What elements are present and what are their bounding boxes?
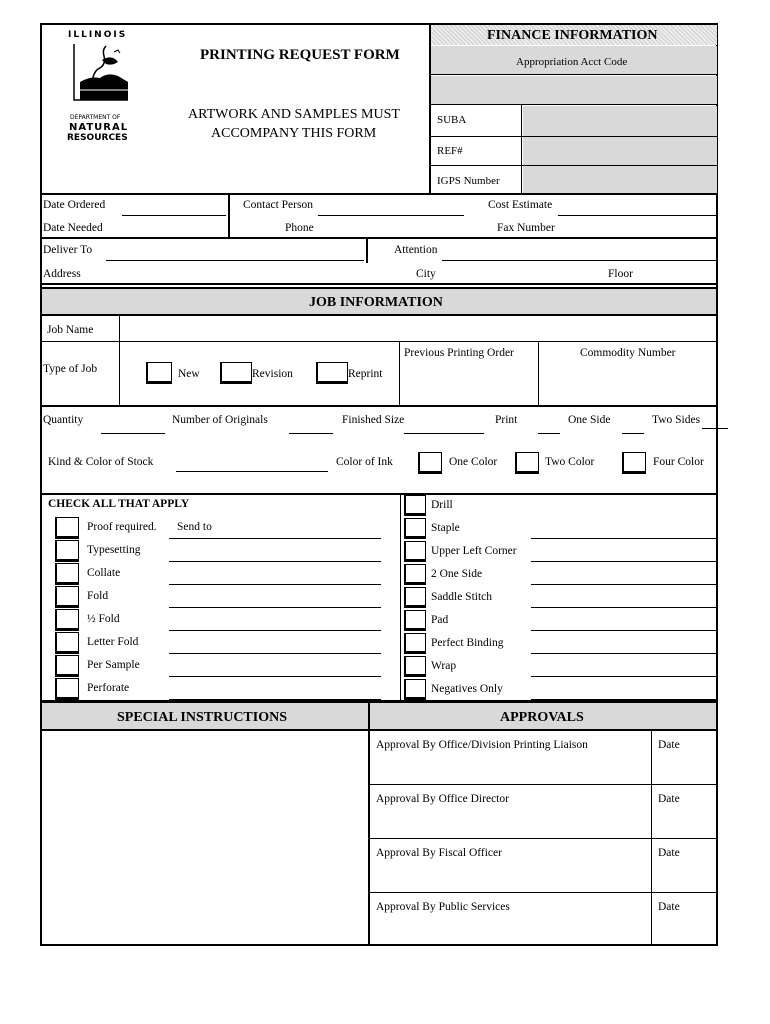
two-color-checkbox[interactable] bbox=[515, 452, 539, 474]
ref-label: REF# bbox=[437, 145, 463, 157]
left-check-label: ½ Fold bbox=[87, 613, 120, 625]
address-label: Address bbox=[43, 268, 81, 280]
logo-natural-text: NATURAL bbox=[69, 122, 129, 133]
left-check-field[interactable] bbox=[169, 584, 381, 585]
right-checkbox-1[interactable] bbox=[404, 518, 426, 539]
left-checkbox-2[interactable] bbox=[55, 563, 79, 585]
type-of-job-label: Type of Job bbox=[43, 363, 98, 375]
finance-line-4 bbox=[431, 165, 717, 166]
approval-fiscal-label: Approval By Fiscal Officer bbox=[376, 847, 502, 859]
revision-label: Revision bbox=[252, 368, 293, 380]
right-checkbox-2[interactable] bbox=[404, 541, 426, 562]
job-name-field[interactable] bbox=[121, 316, 716, 341]
job-heading-top bbox=[40, 287, 718, 289]
igps-field[interactable] bbox=[523, 166, 717, 193]
job-heading: JOB INFORMATION bbox=[309, 295, 443, 310]
dnr-logo bbox=[62, 30, 142, 148]
logo-landscape-icon bbox=[68, 42, 134, 104]
approval-line-1 bbox=[368, 784, 718, 785]
artwork-notice-line1: ARTWORK AND SAMPLES MUST bbox=[188, 107, 400, 122]
date-needed-label: Date Needed bbox=[43, 222, 103, 234]
floor-field[interactable] bbox=[636, 283, 716, 284]
finance-line-3 bbox=[431, 136, 717, 137]
four-color-checkbox[interactable] bbox=[622, 452, 646, 474]
left-check-field[interactable] bbox=[169, 630, 381, 631]
right-check-label: Staple bbox=[431, 522, 460, 534]
phone-label: Phone bbox=[285, 222, 314, 234]
one-color-label: One Color bbox=[449, 456, 498, 468]
check-all-heading: CHECK ALL THAT APPLY bbox=[48, 498, 190, 510]
right-checkbox-5[interactable] bbox=[404, 610, 426, 631]
attention-field[interactable] bbox=[442, 260, 716, 261]
left-check-field[interactable] bbox=[169, 538, 381, 539]
approval-date-divider bbox=[651, 731, 652, 944]
new-checkbox[interactable] bbox=[146, 362, 172, 384]
job-name-line bbox=[40, 341, 718, 342]
one-side-label: One Side bbox=[568, 414, 611, 426]
four-color-label: Four Color bbox=[653, 456, 704, 468]
finished-size-label: Finished Size bbox=[342, 414, 405, 426]
right-checkbox-7[interactable] bbox=[404, 656, 426, 677]
type-row-line bbox=[40, 405, 718, 407]
right-check-label: Negatives Only bbox=[431, 683, 503, 695]
finance-line-1 bbox=[431, 74, 717, 75]
right-checkbox-6[interactable] bbox=[404, 633, 426, 654]
left-check-label: Perforate bbox=[87, 682, 130, 694]
logo-top-text: ILLINOIS bbox=[68, 30, 128, 40]
reprint-label: Reprint bbox=[348, 368, 383, 380]
quantity-label: Quantity bbox=[43, 414, 84, 426]
right-check-label: Upper Left Corner bbox=[431, 545, 517, 557]
city-label: City bbox=[416, 268, 436, 280]
igps-label: IGPS Number bbox=[437, 175, 500, 187]
left-check-label: Collate bbox=[87, 567, 121, 579]
right-checkbox-8[interactable] bbox=[404, 679, 426, 700]
right-check-label: Saddle Stitch bbox=[431, 591, 493, 603]
approval-director-date-label: Date bbox=[658, 793, 680, 805]
logo-dept-text: DEPARTMENT OF bbox=[70, 114, 121, 121]
attention-label: Attention bbox=[394, 244, 438, 256]
approval-public-services-date-label: Date bbox=[658, 901, 680, 913]
left-check-label: Letter Fold bbox=[87, 636, 139, 648]
job-col-divider bbox=[119, 315, 120, 405]
left-checkbox-1[interactable] bbox=[55, 540, 79, 562]
left-check-label: Proof required. bbox=[87, 521, 157, 533]
two-sides-label: Two Sides bbox=[652, 414, 701, 426]
left-checkbox-5[interactable] bbox=[55, 632, 79, 654]
floor-label: Floor bbox=[608, 268, 633, 280]
left-check-label: Typesetting bbox=[87, 544, 141, 556]
fax-number-label: Fax Number bbox=[497, 222, 555, 234]
right-check-field[interactable] bbox=[531, 561, 717, 562]
commodity-number-label: Commodity Number bbox=[580, 347, 676, 359]
number-of-originals-label: Number of Originals bbox=[172, 414, 268, 426]
logo-resources-text: RESOURCES bbox=[67, 133, 128, 143]
checklist-divider bbox=[400, 493, 401, 701]
special-approvals-divider bbox=[368, 701, 370, 946]
right-check-field[interactable] bbox=[531, 607, 717, 608]
right-check-field[interactable] bbox=[531, 630, 717, 631]
right-check-label: Wrap bbox=[431, 660, 457, 672]
kind-color-stock-label: Kind & Color of Stock bbox=[48, 456, 154, 468]
suba-field[interactable] bbox=[523, 106, 717, 136]
approval-liaison-date-label: Date bbox=[658, 739, 680, 751]
appropriation-label: Appropriation Acct Code bbox=[516, 56, 628, 68]
right-checkbox-0[interactable] bbox=[404, 495, 426, 516]
deliver-to-label: Deliver To bbox=[43, 244, 93, 256]
right-check-label: 2 One Side bbox=[431, 568, 483, 580]
two-color-label: Two Color bbox=[545, 456, 595, 468]
left-check-label: Per Sample bbox=[87, 659, 140, 671]
right-check-label: Pad bbox=[431, 614, 449, 626]
approval-line-2 bbox=[368, 838, 718, 839]
artwork-notice-line2: ACCOMPANY THIS FORM bbox=[211, 126, 377, 141]
right-check-field[interactable] bbox=[531, 538, 717, 539]
left-check-field[interactable] bbox=[169, 676, 381, 677]
left-checkbox-0[interactable] bbox=[55, 517, 79, 539]
left-checkbox-3[interactable] bbox=[55, 586, 79, 608]
left-check-field[interactable] bbox=[169, 607, 381, 608]
one-color-checkbox[interactable] bbox=[418, 452, 442, 474]
right-check-label: Perfect Binding bbox=[431, 637, 504, 649]
prev-order-divider bbox=[399, 342, 400, 405]
quantity-field[interactable] bbox=[101, 433, 165, 434]
approval-public-services-label: Approval By Public Services bbox=[376, 901, 510, 913]
left-check-field[interactable] bbox=[169, 699, 381, 700]
special-instructions-field[interactable] bbox=[42, 731, 366, 944]
order-box bbox=[40, 193, 718, 239]
deliver-to-field[interactable] bbox=[106, 260, 364, 261]
print-label: Print bbox=[495, 414, 518, 426]
order-divider bbox=[228, 193, 230, 239]
finance-line-2 bbox=[431, 104, 717, 105]
kind-color-stock-field[interactable] bbox=[176, 471, 328, 472]
right-checkbox-3[interactable] bbox=[404, 564, 426, 585]
special-instructions-heading: SPECIAL INSTRUCTIONS bbox=[117, 710, 287, 725]
right-check-field[interactable] bbox=[531, 584, 717, 585]
color-of-ink-label: Color of Ink bbox=[336, 456, 393, 468]
finance-heading: FINANCE INFORMATION bbox=[487, 28, 658, 43]
delivery-divider bbox=[366, 239, 368, 263]
two-sides-checkbox-line[interactable] bbox=[622, 433, 644, 434]
appropriation-code-field[interactable] bbox=[431, 76, 717, 104]
form-title: PRINTING REQUEST FORM bbox=[200, 47, 400, 63]
date-ordered-field[interactable] bbox=[122, 215, 226, 216]
revision-checkbox[interactable] bbox=[220, 362, 252, 384]
approval-fiscal-date-label: Date bbox=[658, 847, 680, 859]
right-checkbox-4[interactable] bbox=[404, 587, 426, 608]
left-checkbox-4[interactable] bbox=[55, 609, 79, 631]
contact-person-label: Contact Person bbox=[243, 199, 313, 211]
right-check-field[interactable] bbox=[531, 653, 717, 654]
finance-inner-divider bbox=[521, 105, 522, 193]
new-label: New bbox=[178, 368, 200, 380]
right-check-label: Drill bbox=[431, 499, 453, 511]
previous-order-label: Previous Printing Order bbox=[404, 347, 514, 359]
finished-size-field[interactable] bbox=[404, 433, 484, 434]
date-ordered-label: Date Ordered bbox=[43, 199, 106, 211]
number-of-originals-field[interactable] bbox=[289, 433, 333, 434]
stock-row-line bbox=[40, 493, 718, 495]
send-to-label: Send to bbox=[177, 521, 212, 533]
contact-person-field[interactable] bbox=[318, 215, 464, 216]
right-check-field[interactable] bbox=[531, 676, 717, 677]
left-check-field[interactable] bbox=[169, 653, 381, 654]
job-name-label: Job Name bbox=[47, 324, 94, 336]
left-checkbox-7[interactable] bbox=[55, 678, 79, 700]
one-side-checkbox-line[interactable] bbox=[538, 433, 560, 434]
cost-estimate-field[interactable] bbox=[558, 215, 716, 216]
left-check-label: Fold bbox=[87, 590, 109, 602]
right-check-field[interactable] bbox=[531, 699, 717, 700]
approval-line-3 bbox=[368, 892, 718, 893]
left-checkbox-6[interactable] bbox=[55, 655, 79, 677]
commodity-divider bbox=[538, 342, 539, 405]
city-field[interactable] bbox=[440, 283, 588, 284]
approval-director-label: Approval By Office Director bbox=[376, 793, 509, 805]
left-check-field[interactable] bbox=[169, 561, 381, 562]
approval-liaison-label: Approval By Office/Division Printing Liaison bbox=[376, 739, 588, 751]
suba-label: SUBA bbox=[437, 114, 467, 126]
reprint-checkbox[interactable] bbox=[316, 362, 348, 384]
cost-estimate-label: Cost Estimate bbox=[488, 199, 553, 211]
two-sides-field[interactable] bbox=[702, 428, 728, 429]
ref-field[interactable] bbox=[523, 137, 717, 165]
address-field[interactable] bbox=[86, 283, 394, 284]
approvals-heading: APPROVALS bbox=[500, 710, 584, 725]
